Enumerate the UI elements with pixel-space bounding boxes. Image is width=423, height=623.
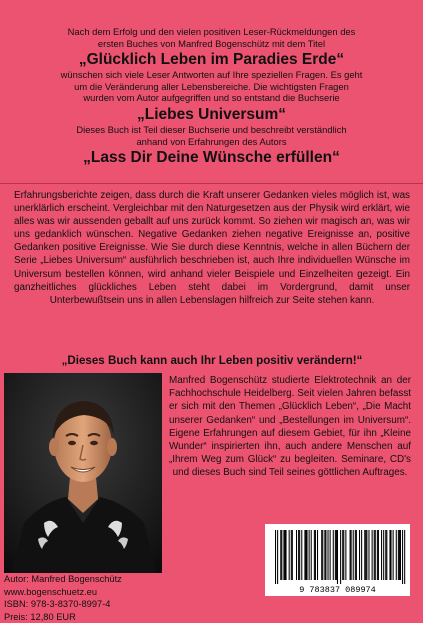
barcode-bar (377, 530, 378, 580)
barcode-bar (364, 530, 365, 580)
barcode-bar (314, 530, 315, 580)
barcode-bar (351, 530, 352, 580)
barcode-bar (365, 530, 366, 580)
intro-line-3: wünschen sich viele Leser Antworten auf Ihre speziellen Fragen. Es geht (60, 69, 363, 81)
barcode-bar (335, 530, 336, 580)
barcode-bar (324, 530, 325, 580)
author-line: Autor: Manfred Bogenschütz (4, 574, 122, 584)
barcode-bar (275, 530, 276, 584)
isbn-barcode (265, 524, 410, 596)
barcode-bar (381, 530, 382, 580)
barcode-bar (296, 530, 297, 580)
barcode-bar (398, 530, 399, 580)
intro-line-1: Nach dem Erfolg und den vielen positiven Leser-Rückmeldungen des (67, 26, 356, 37)
barcode-bar (386, 530, 387, 580)
barcode-bar (355, 530, 356, 580)
intro-line-2: ersten Buches von Manfred Bogenschütz mit dem Titel (97, 37, 326, 49)
barcode-bar (333, 530, 334, 580)
barcode-bar (322, 530, 323, 580)
barcode-bar (345, 530, 346, 580)
barcode-bars (265, 524, 410, 596)
barcode-bar (309, 530, 310, 580)
barcode-bar (298, 530, 299, 580)
barcode-bar (305, 530, 306, 580)
barcode-bar (375, 530, 376, 580)
header-block (14, 26, 409, 168)
barcode-bar (277, 530, 278, 584)
barcode-bar (378, 530, 379, 580)
barcode-bar (372, 530, 373, 580)
barcode-bar (359, 530, 360, 580)
barcode-bar (315, 530, 316, 580)
website-line: www.bogenschuetz.eu (4, 586, 98, 597)
barcode-bar (328, 530, 329, 580)
barcode-bar (299, 530, 300, 580)
barcode-bar (284, 530, 285, 580)
barcode-bar (340, 530, 341, 584)
barcode-bar (289, 530, 290, 580)
barcode-bar (330, 530, 331, 580)
series-title: „Liebes Universum“ (136, 105, 287, 123)
barcode-bar (336, 530, 337, 580)
isbn-line: ISBN: 978-3-8370-8997-4 (4, 599, 111, 610)
barcode-number: 9 783837 089974 (299, 585, 376, 595)
intro-line-7: anhand von Erfahrungen des Autors (136, 135, 287, 147)
barcode-bar (402, 530, 403, 584)
barcode-bar (389, 530, 390, 580)
barcode-bar (317, 530, 318, 580)
barcode-bar (396, 530, 397, 580)
barcode-bar (361, 530, 362, 580)
barcode-bar (337, 530, 338, 584)
barcode-bar (350, 530, 351, 580)
barcode-bar (399, 530, 400, 580)
barcode-bar (325, 530, 326, 580)
barcode-bar (383, 530, 384, 580)
first-book-title: „Glücklich Leben im Paradies Erde“ (78, 51, 345, 69)
barcode-bar (286, 530, 287, 580)
barcode-bar (400, 530, 401, 580)
barcode-bar (342, 530, 343, 580)
barcode-bar (391, 530, 392, 580)
barcode-bar (281, 530, 282, 580)
barcode-bar (368, 530, 369, 580)
barcode-bar (321, 530, 322, 580)
description-paragraph: Erfahrungsberichte zeigen, dass durch die Kraft unserer Gedanken vieles möglich ist, was unerklärlich erscheint. Vergleichbar mit den Naturgesetzen aus der Physik wird erklärt, wie alles was wir aussenden geballt auf uns zurück kommt. So ziehen wir magisch an, was wir uns gedanklich wünschen. Negative Gedanken ziehen negative Ereignisse an, positive Gedanken positive Ereignisse. Wie Sie durch diese Kenntnis, welche in allen Büchern der Serie „Liebes Universum“ ausführlich beschrieben ist, auch Ihre individuellen Wünsche im Universum bestellen können, wird anhand vieler Beispiele und Einzelheiten gezeigt. Ein ganzheitliches glückliches Leben steht dabei im Vordergrund, damit unser Unterbewußtsein uns in allen Lebenslagen hilfreich zur Seite stehen kann. (14, 190, 410, 306)
barcode-bar (283, 530, 284, 580)
author-photo-illustration (4, 373, 162, 573)
barcode-bar (291, 530, 292, 580)
barcode-bar (304, 530, 305, 580)
intro-line-6: Dieses Buch ist Teil dieser Buchserie und beschreibt verständlich (76, 123, 347, 135)
barcode-bar (307, 530, 308, 580)
barcode-bar (385, 530, 386, 580)
book-info (4, 573, 174, 623)
barcode-bar (292, 530, 293, 580)
barcode-bar (393, 530, 394, 580)
slogan: „Dieses Buch kann auch Ihr Leben positiv verändern!“ (61, 354, 363, 367)
barcode-bar (356, 530, 357, 580)
barcode-bar (301, 530, 302, 580)
intro-line-4: um die Veränderung aller Lebensbereiche. Die wichtigsten Fragen (74, 80, 349, 92)
barcode-bar (366, 530, 367, 580)
intro-line-5: wurden vom Autor aufgegriffen und so entstand die Buchserie (83, 92, 340, 104)
book-title: „Lass Dir Deine Wünsche erfüllen“ (83, 149, 340, 167)
price-line: Preis: 12,80 EUR (4, 611, 76, 622)
barcode-bar (404, 530, 405, 584)
section-divider (0, 183, 423, 184)
author-bio: Manfred Bogenschütz studierte Elektrotechnik an der Fachhochschule Heidelberg. Seit vielen Jahren befasst er sich mit den Themen „Glücklich Leben“, „Die Macht unserer Gedanken“ und „Bestellungen im Universum“. Eigene Erfahrungen auf diesem Gebiet, für ihn „Kleine Wunder“ inspirierten ihn, auch andere Menschen auf „Ihrem Weg zum Glück“ zu begleiten. Seminare, CD's und dieses Buch sind Teil seines göttlichen Auftrages. (169, 375, 411, 479)
barcode-bar (374, 530, 375, 580)
author-photo (4, 373, 162, 573)
barcode-bar (343, 530, 344, 580)
barcode-bar (353, 530, 354, 580)
barcode-bar (311, 530, 312, 580)
barcode-bar (280, 530, 281, 580)
